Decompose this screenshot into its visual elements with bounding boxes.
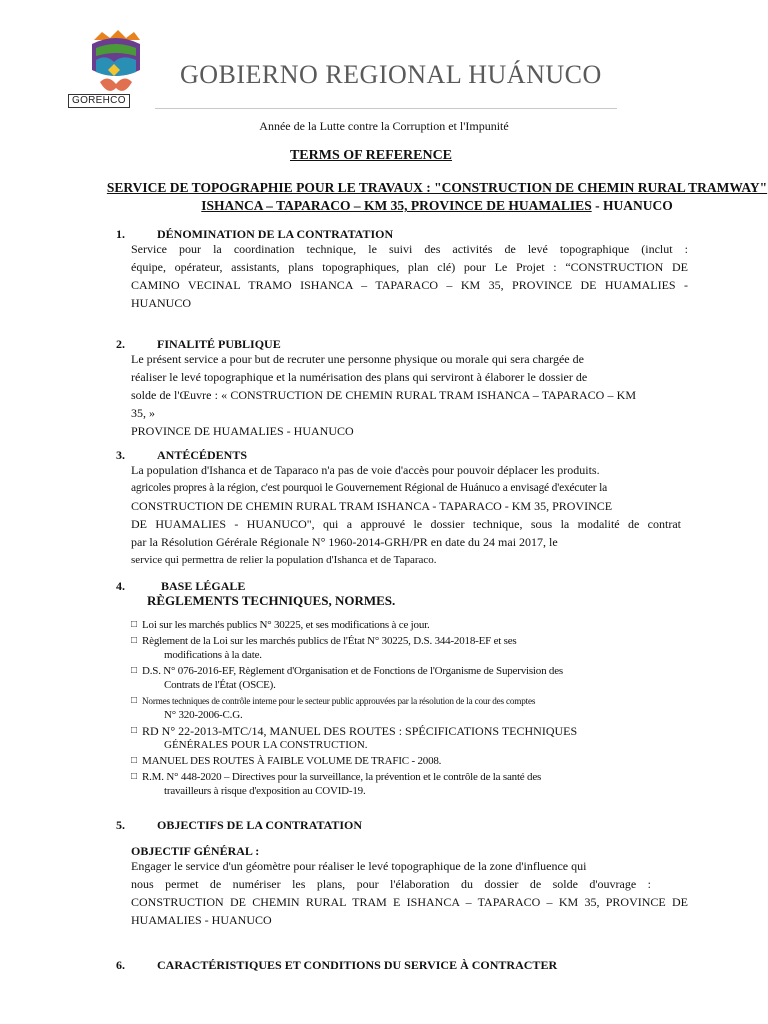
section-5-number: 5.: [116, 818, 125, 832]
document-title: TERMS OF REFERENCE: [289, 148, 453, 163]
regional-government-logo-icon: [88, 30, 144, 100]
section-4-subtitle: RÈGLEMENTS TECHNIQUES, NORMES.: [147, 593, 396, 608]
section-1-line: CAMINO VECINAL TRAMO ISHANCA – TAPARACO – KM 35, PROVINCE DE HUAMALIES -: [131, 278, 688, 292]
section-5-line: nous permet de numériser les plans, pour l'élaboration du dossier de solde d'ouvrage :: [131, 877, 651, 891]
section-2-line: solde de l'Œuvre : « CONSTRUCTION DE CHEMIN RURAL TRAM ISHANCA – TAPARACO – KM 35, »: [131, 388, 636, 420]
list-item-text: Loi sur les marchés publics N° 30225, et ses modifications à ce jour.: [142, 619, 430, 631]
section-3-line: agricoles propres à la région, c'est pourquoi le Gouvernement Régional de Huánuco a envisagé d'exécuter la: [131, 482, 607, 494]
document-subject: [106, 179, 768, 215]
section-2-title: FINALITÉ PUBLIQUE: [157, 337, 281, 351]
section-3-line: CONSTRUCTION DE CHEMIN RURAL TRAM ISHANCA - TAPARACO - KM 35, PROVINCE: [131, 499, 613, 513]
section-2-number: 2.: [116, 337, 125, 351]
checkbox-icon: □: [131, 771, 137, 782]
subject-line-2-underlined: ISHANCA – TAPARACO – KM 35, PROVINCE DE HUAMALIES: [201, 198, 592, 213]
logo-caption: GOREHCO: [68, 94, 130, 108]
checkbox-icon: □: [131, 619, 137, 630]
section-1-line: Service pour la coordination technique, le suivi des activités de levé topographique (inclut :: [131, 242, 688, 256]
section-3-body: [131, 461, 681, 569]
checkbox-icon: □: [131, 695, 137, 706]
checkbox-icon: □: [131, 755, 137, 766]
section-3-line: DE HUAMALIES - HUANUCO", qui a approuvé le dossier technique, sous la modalité de contrat: [131, 517, 681, 531]
legal-basis-list: [131, 618, 611, 800]
checkbox-icon: □: [131, 725, 138, 736]
section-3-number: 3.: [116, 448, 125, 462]
general-objective-title: OBJECTIF GÉNÉRAL :: [131, 844, 260, 858]
list-item: [131, 694, 611, 722]
section-3-line: service qui permettra de relier la population d'Ishanca et de Taparaco.: [131, 554, 437, 566]
section-4-number: 4.: [116, 579, 125, 593]
section-5-line: Engager le service d'un géomètre pour réaliser le levé topographique de la zone d'influence qui: [131, 859, 587, 873]
year-motto: Année de la Lutte contre la Corruption et l'Impunité: [259, 119, 509, 133]
list-item: [131, 724, 611, 752]
list-item: [131, 618, 611, 632]
list-item: [131, 634, 611, 662]
list-item-text: RD N° 22-2013-MTC/14, MANUEL DES ROUTES : SPÉCIFICATIONS TECHNIQUES: [142, 724, 578, 738]
list-item-continuation: GÉNÉRALES POUR LA CONSTRUCTION.: [164, 739, 368, 751]
list-item-continuation: N° 320-2006-C.G.: [164, 709, 243, 721]
header-divider: [155, 108, 617, 109]
subject-line-2-rest: - HUANUCO: [591, 198, 673, 213]
section-5-line: HUAMALIES - HUANUCO: [131, 913, 272, 927]
subject-line-1: SERVICE DE TOPOGRAPHIE POUR LE TRAVAUX : "CONSTRUCTION DE CHEMIN RURAL TRAMWAY": [106, 180, 768, 195]
section-6-title: CARACTÉRISTIQUES ET CONDITIONS DU SERVICE À CONTRACTER: [157, 958, 558, 972]
organization-title: GOBIERNO REGIONAL HUÁNUCO: [180, 60, 602, 89]
list-item-continuation: Contrats de l'État (OSCE).: [164, 679, 276, 691]
section-5-title: OBJECTIFS DE LA CONTRATATION: [157, 818, 363, 832]
section-1-body: [131, 240, 688, 312]
section-3-line: La population d'Ishanca et de Taparaco n'a pas de voie d'accès pour pouvoir déplacer les produits.: [131, 463, 600, 477]
section-3-title: ANTÉCÉDENTS: [157, 448, 248, 462]
list-item-text: Normes techniques de contrôle interne pour le secteur public approuvées par la résolution de la cour des comptes: [142, 696, 536, 706]
section-2-line: Le présent service a pour but de recruter une personne physique ou morale qui sera chargée de: [131, 352, 584, 366]
section-2-line: PROVINCE DE HUAMALIES - HUANUCO: [131, 424, 354, 438]
checkbox-icon: □: [131, 665, 137, 676]
list-item-text: R.M. N° 448-2020 – Directives pour la surveillance, la prévention et le contrôle de la santé des: [142, 771, 542, 783]
section-1-line: HUANUCO: [131, 296, 191, 310]
list-item-text: Règlement de la Loi sur les marchés publics de l'État N° 30225, D.S. 344-2018-EF et ses: [142, 635, 517, 647]
section-3-line: par la Résolution Gérérale Régionale N° 1960-2014-GRH/PR en date du 24 mai 2017, le: [131, 535, 558, 549]
list-item: [131, 770, 611, 798]
list-item-text: MANUEL DES ROUTES À FAIBLE VOLUME DE TRAFIC - 2008.: [142, 755, 442, 767]
list-item: [131, 664, 611, 692]
list-item-continuation: travailleurs à risque d'exposition au COVID-19.: [164, 785, 366, 797]
section-1-title: DÉNOMINATION DE LA CONTRATATION: [157, 227, 394, 241]
list-item-text: D.S. N° 076-2016-EF, Règlement d'Organisation et de Fonctions de l'Organisme de Supervision des: [142, 665, 563, 677]
list-item: [131, 754, 611, 768]
list-item-continuation: modifications à la date.: [164, 649, 262, 661]
checkbox-icon: □: [131, 635, 137, 646]
section-1-number: 1.: [116, 227, 125, 241]
section-2-line: réaliser le levé topographique et la numérisation des plans qui serviront à élaborer le dossier de: [131, 370, 588, 384]
section-6-number: 6.: [116, 958, 125, 972]
section-2-body: [131, 350, 636, 440]
section-5-line: CONSTRUCTION DE CHEMIN RURAL TRAM E ISHANCA – TAPARACO – KM 35, PROVINCE DE: [131, 895, 688, 909]
section-1-line: équipe, opérateur, assistants, plans topographiques, plan clé) pour Le Projet : “CONSTRUCTION DE: [131, 260, 688, 274]
section-4-title: BASE LÉGALE: [161, 579, 246, 593]
subject-line-2: [106, 197, 768, 215]
section-5-body: [131, 857, 688, 929]
